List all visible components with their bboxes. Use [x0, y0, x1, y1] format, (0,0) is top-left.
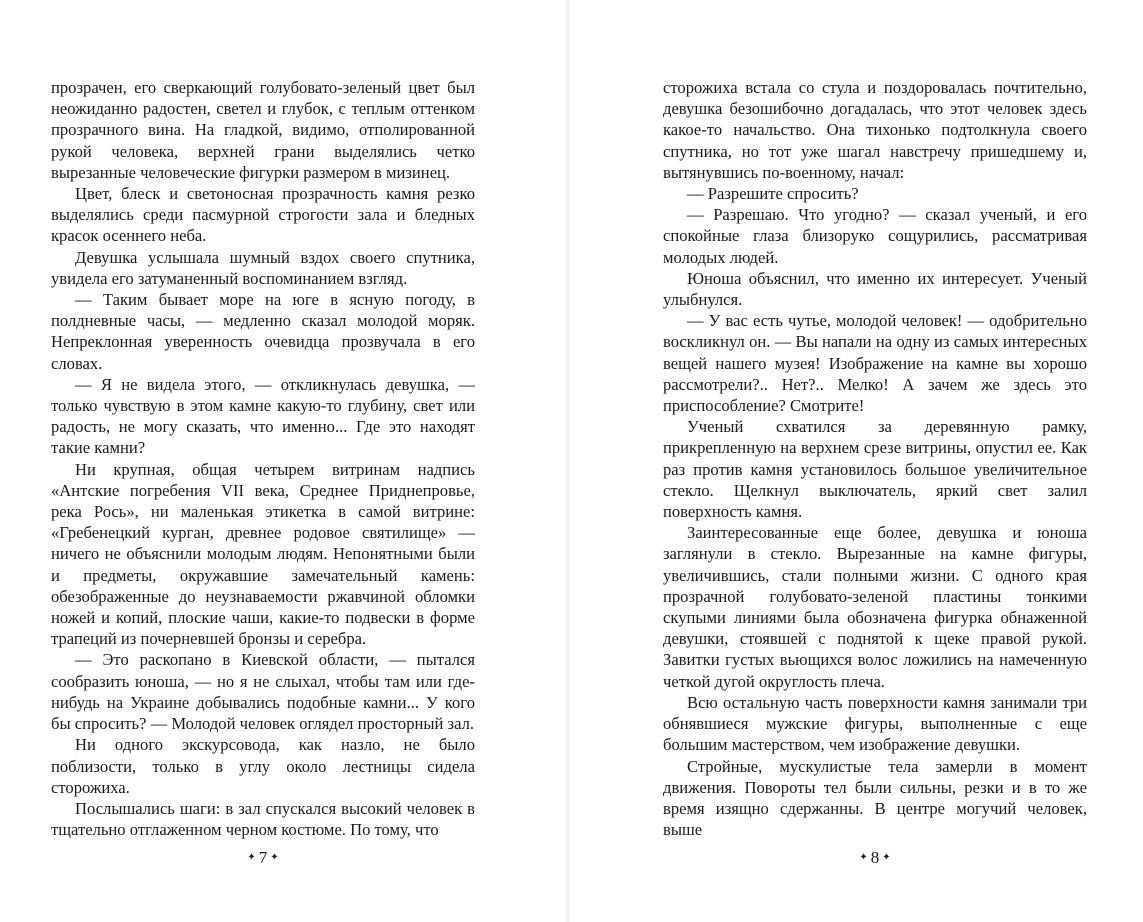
left-page-text	[51, 77, 475, 840]
right-page	[569, 0, 1143, 922]
paragraph: — Я не видела этого, — откликнулась девушка, — только чувствую в этом камне какую-то глубину, свет или радость, не могу сказать, что именно... Где это находят такие камни?	[51, 374, 475, 458]
paragraph: Ученый схватился за деревянную рамку, прикрепленную на верхнем срезе витрины, опустил ее. Как раз против камня установилось большое увеличительное стекло. Щелкнул выключатель, яркий свет залил поверхность камня.	[663, 417, 1087, 522]
paragraph: Юноша объяснил, что именно их интересует. Ученый улыбнулся.	[663, 268, 1087, 310]
paragraph: прозрачен, его сверкающий голубовато-зеленый цвет был неожиданно радостен, светел и глубок, с теплым оттенком прозрачного вина. На гладкой, видимо, отполированной рукой человека, верхней грани выделялись четко вырезанные человеческие фигурки размером в мизинец.	[51, 78, 475, 182]
star-ornament-icon: ✦	[270, 852, 279, 863]
paragraph: сторожиха встала со стула и поздоровалась почтительно, девушка безошибочно догадалась, что этот человек здесь какое-то начальство. Она тихонько подтолкнула своего спутника, но тот уже шагал навстречу пришедшему и, вытянувшись по-военному, начал:	[663, 78, 1087, 182]
star-ornament-icon: ✦	[247, 852, 256, 863]
star-ornament-icon: ✦	[859, 852, 868, 863]
paragraph: — Разрешите спросить?	[687, 184, 859, 204]
paragraph: Послышались шаги: в зал спускался высокий человек в тщательно отглаженном черном костюме. По тому, что	[51, 798, 475, 840]
page-number-left	[223, 848, 303, 868]
page-number: 7	[258, 848, 268, 867]
paragraph: Девушка услышала шумный вздох своего спутника, увидела его затуманенный воспоминанием взгляд.	[51, 247, 475, 288]
paragraph: Ни крупная, общая четырем витринам надпись «Антские погребения VII века, Среднее Приднепровье, река Рось», ни маленькая этикетка в самой витрине: «Гребенецкий курган, древнее родовое святилище» — ничего не объяснили молодым людям. Непонятными были и предметы, окружавшие замечательный камень: обезображенные до неузнаваемости ржавчиной обломки ножей и копий, плоские чаши, какие-то подвески в форме трапеций из почерневшей бронзы и серебра.	[51, 459, 475, 649]
paragraph: — Это раскопано в Киевской области, — пытался сообразить юноша, — но я не слыхал, чтобы там или где-нибудь на Украине добывались подобные камни... У кого бы спросить? — Молодой человек оглядел просторный зал.	[51, 650, 475, 734]
paragraph: — Таким бывает море на юге в ясную погоду, в полдневные часы, — медленно сказал молодой моряк. Непреклонная уверенность очевидца прозвучала в его словах.	[51, 290, 475, 373]
page-number-right	[835, 848, 915, 868]
paragraph: — Разрешаю. Что угодно? — сказал ученый, и его спокойные глаза близоруко сощурились, рассматривая молодых людей.	[663, 205, 1087, 267]
paragraph: Ни одного экскурсовода, как назло, не было поблизости, только в углу около лестницы сидела сторожиха.	[51, 735, 475, 797]
paragraph: Стройные, мускулистые тела замерли в момент движения. Повороты тел были сильны, резки и в то же время изящно сдержанны. В центре могучий человек, выше	[663, 756, 1087, 840]
paragraph: Всю остальную часть поверхности камня занимали три обнявшиеся мужские фигуры, выполненные с еще большим мастерством, чем изображение девушки.	[663, 692, 1087, 755]
paragraph: Заинтересованные еще более, девушка и юноша заглянули в стекло. Вырезанные на камне фигуры, увеличившись, стали полными жизни. С одного края прозрачной голубовато-зеленой пластины тонкими скупыми линиями была обозначена фигурка обнаженной девушки, стоявшей с поднятой к щеке правой рукой. Завитки густых вьющихся волос ложились на намеченную четкой дугой округлость плеча.	[663, 523, 1087, 691]
paragraph: Цвет, блеск и светоносная прозрачность камня резко выделялись среди пасмурной строгости зала и бледных красок осеннего неба.	[51, 184, 475, 246]
page-number: 8	[870, 848, 880, 867]
star-ornament-icon: ✦	[882, 852, 891, 863]
right-page-text	[663, 77, 1087, 840]
paragraph: — У вас есть чутье, молодой человек! — одобрительно воскликнул он. — Вы напали на одну из самых интересных вещей нашего музея! Изображение на камне вы хорошо рассмотрели?.. Нет?.. Мелко! А зачем же здесь это приспособление? Смотрите!	[663, 311, 1087, 416]
left-page	[0, 0, 567, 922]
